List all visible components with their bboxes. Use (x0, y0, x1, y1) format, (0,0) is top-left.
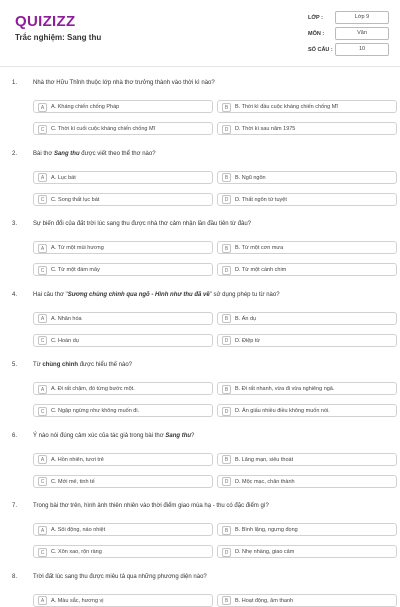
answer-option-a[interactable] (33, 594, 213, 607)
option-text: C. Thời kì cuối cuộc kháng chiến chống Mĩ (51, 126, 156, 132)
answer-option-a[interactable] (33, 100, 213, 113)
question-number: 5. (12, 362, 18, 368)
option-text: B. Từ một cơn mưa (235, 245, 284, 251)
option-text: A. Nhân hóa (51, 315, 82, 322)
answer-option-c[interactable] (33, 263, 213, 276)
option-text: A. Đi rất chậm, đó từng bước một. (51, 386, 135, 392)
option-text: C. Từ một đám mây (51, 267, 100, 273)
option-text: B. Lãng mạn, siêu thoát (235, 456, 294, 463)
answer-option-d[interactable] (217, 193, 397, 206)
answer-option-c[interactable] (33, 334, 213, 347)
option-text: B. Đi rất nhanh, vừa đi vừa nghiêng ngả. (235, 386, 335, 392)
answer-option-d[interactable] (217, 334, 397, 347)
question-number: 4. (12, 291, 18, 298)
option-text: C. Mới mẻ, tinh tế (51, 478, 95, 485)
option-letter-badge: C (38, 407, 47, 416)
question-text: Nhà thơ Hữu Thỉnh thuộc lớp nhà thơ trưởng thành vào thời kì nào? (33, 80, 215, 86)
quizizz-logo: QUIZIZZ (15, 13, 76, 30)
answer-option-b[interactable] (217, 171, 397, 184)
option-letter-badge: D (222, 195, 231, 204)
option-letter-badge: B (222, 455, 231, 464)
option-letter-badge: A (38, 455, 47, 464)
option-text: A. Sôi động, náo nhiệt (51, 527, 106, 533)
option-text: B. Ẩn dụ (235, 315, 257, 322)
option-text: C. Ngập ngừng như không muốn đi. (51, 408, 140, 414)
answer-option-c[interactable] (33, 193, 213, 206)
question-number: 7. (12, 503, 18, 509)
page-title: Trắc nghiệm: Sang thu (15, 33, 102, 42)
option-text: B. Hoạt động, âm thanh (235, 597, 294, 604)
option-letter-badge: A (38, 385, 47, 394)
option-letter-badge: B (222, 385, 231, 394)
option-letter-badge: C (38, 125, 47, 134)
question-number: 6. (12, 432, 18, 439)
answer-option-a[interactable] (33, 312, 213, 325)
answer-option-c[interactable] (33, 404, 213, 417)
option-letter-badge: C (38, 477, 47, 486)
answer-option-b[interactable] (217, 523, 397, 536)
answer-option-a[interactable] (33, 453, 213, 466)
option-letter-badge: D (222, 407, 231, 416)
option-text: C. Xôn xao, rộn ràng (51, 549, 102, 555)
answer-option-d[interactable] (217, 404, 397, 417)
option-letter-badge: B (222, 596, 231, 605)
option-letter-badge: D (222, 477, 231, 486)
answer-option-d[interactable] (217, 475, 397, 488)
option-text: D. Ẩn giấu nhiều điều không muốn nói. (235, 408, 330, 414)
answer-option-d[interactable] (217, 122, 397, 135)
meta-label: LỚP : (308, 15, 323, 21)
option-text: D. Thời kì sau năm 1975 (235, 126, 296, 132)
answer-option-a[interactable] (33, 171, 213, 184)
option-text: D. Điệp từ (235, 337, 261, 344)
option-letter-badge: A (38, 103, 47, 112)
meta-value-field[interactable]: Văn (335, 27, 389, 40)
option-text: B. Thời kì đầu cuộc kháng chiến chống Mĩ (235, 104, 338, 110)
option-letter-badge: A (38, 173, 47, 182)
option-letter-badge: C (38, 266, 47, 275)
option-text: A. Từ một mùi hương (51, 245, 104, 251)
option-text: C. Hoán dụ (51, 337, 79, 344)
option-letter-badge: A (38, 314, 47, 323)
option-letter-badge: B (222, 314, 231, 323)
answer-option-a[interactable] (33, 523, 213, 536)
question-text: Trong bài thơ trên, hình ảnh thiên nhiên vào thời điểm giao mùa hạ - thu có đặc điểm gì? (33, 503, 269, 509)
option-letter-badge: D (222, 336, 231, 345)
question-text: Ý nào nói đúng cảm xúc của tác giả trong bài thơ Sang thu? (33, 432, 195, 439)
question-text: Trời đất lúc sang thu được miêu tả qua những phương diện nào? (33, 573, 207, 580)
option-letter-badge: C (38, 195, 47, 204)
option-text: A. Lục bát (51, 174, 76, 181)
answer-option-b[interactable] (217, 100, 397, 113)
option-text: D. Nhẹ nhàng, giao cảm (235, 549, 295, 555)
question-text: Hai câu thơ "Sương chùng chình qua ngõ - Hình như thu đã về" sử dụng phép tu từ nào? (33, 291, 280, 298)
option-letter-badge: C (38, 548, 47, 557)
option-letter-badge: B (222, 244, 231, 253)
option-letter-badge: D (222, 125, 231, 134)
option-letter-badge: A (38, 596, 47, 605)
answer-option-b[interactable] (217, 241, 397, 254)
option-letter-badge: D (222, 548, 231, 557)
answer-option-a[interactable] (33, 241, 213, 254)
option-letter-badge: A (38, 526, 47, 535)
answer-option-c[interactable] (33, 122, 213, 135)
meta-label: MÔN : (308, 31, 325, 37)
answer-option-b[interactable] (217, 594, 397, 607)
answer-option-c[interactable] (33, 475, 213, 488)
answer-option-b[interactable] (217, 453, 397, 466)
option-letter-badge: B (222, 173, 231, 182)
option-letter-badge: D (222, 266, 231, 275)
option-text: D. Thất ngôn tứ tuyệt (235, 196, 287, 203)
question-text: Bài thơ Sang thu được viết theo thể thơ nào? (33, 150, 156, 157)
option-letter-badge: A (38, 244, 47, 253)
option-text: B. Ngũ ngôn (235, 174, 266, 181)
question-number: 8. (12, 573, 18, 580)
option-text: D. Mộc mạc, chân thành (235, 478, 295, 485)
meta-value-field[interactable]: Lớp 9 (335, 11, 389, 24)
meta-value-field[interactable]: 10 (335, 43, 389, 56)
answer-option-c[interactable] (33, 545, 213, 558)
meta-label: SỐ CÂU : (308, 47, 333, 53)
option-text: A. Màu sắc, hương vị (51, 597, 104, 604)
question-text: Từ chùng chình được hiểu thế nào? (33, 362, 133, 368)
option-letter-badge: C (38, 336, 47, 345)
answer-option-b[interactable] (217, 382, 397, 395)
option-text: B. Bình lặng, ngưng đọng (235, 527, 298, 533)
option-text: A. Kháng chiến chống Pháp (51, 104, 120, 110)
question-number: 2. (12, 150, 18, 157)
answer-option-d[interactable] (217, 263, 397, 276)
question-number: 3. (12, 221, 18, 227)
answer-option-b[interactable] (217, 312, 397, 325)
option-text: A. Hồn nhiên, tươi trẻ (51, 456, 104, 463)
option-letter-badge: B (222, 526, 231, 535)
question-number: 1. (12, 80, 18, 86)
option-text: D. Từ một cánh chim (235, 267, 287, 273)
answer-option-a[interactable] (33, 382, 213, 395)
answer-option-d[interactable] (217, 545, 397, 558)
option-letter-badge: B (222, 103, 231, 112)
option-text: C. Song thất lục bát (51, 196, 100, 203)
question-text: Sự biến đổi của đất trời lúc sang thu được nhà thơ cảm nhận lần đầu tiên từ đâu? (33, 221, 251, 227)
